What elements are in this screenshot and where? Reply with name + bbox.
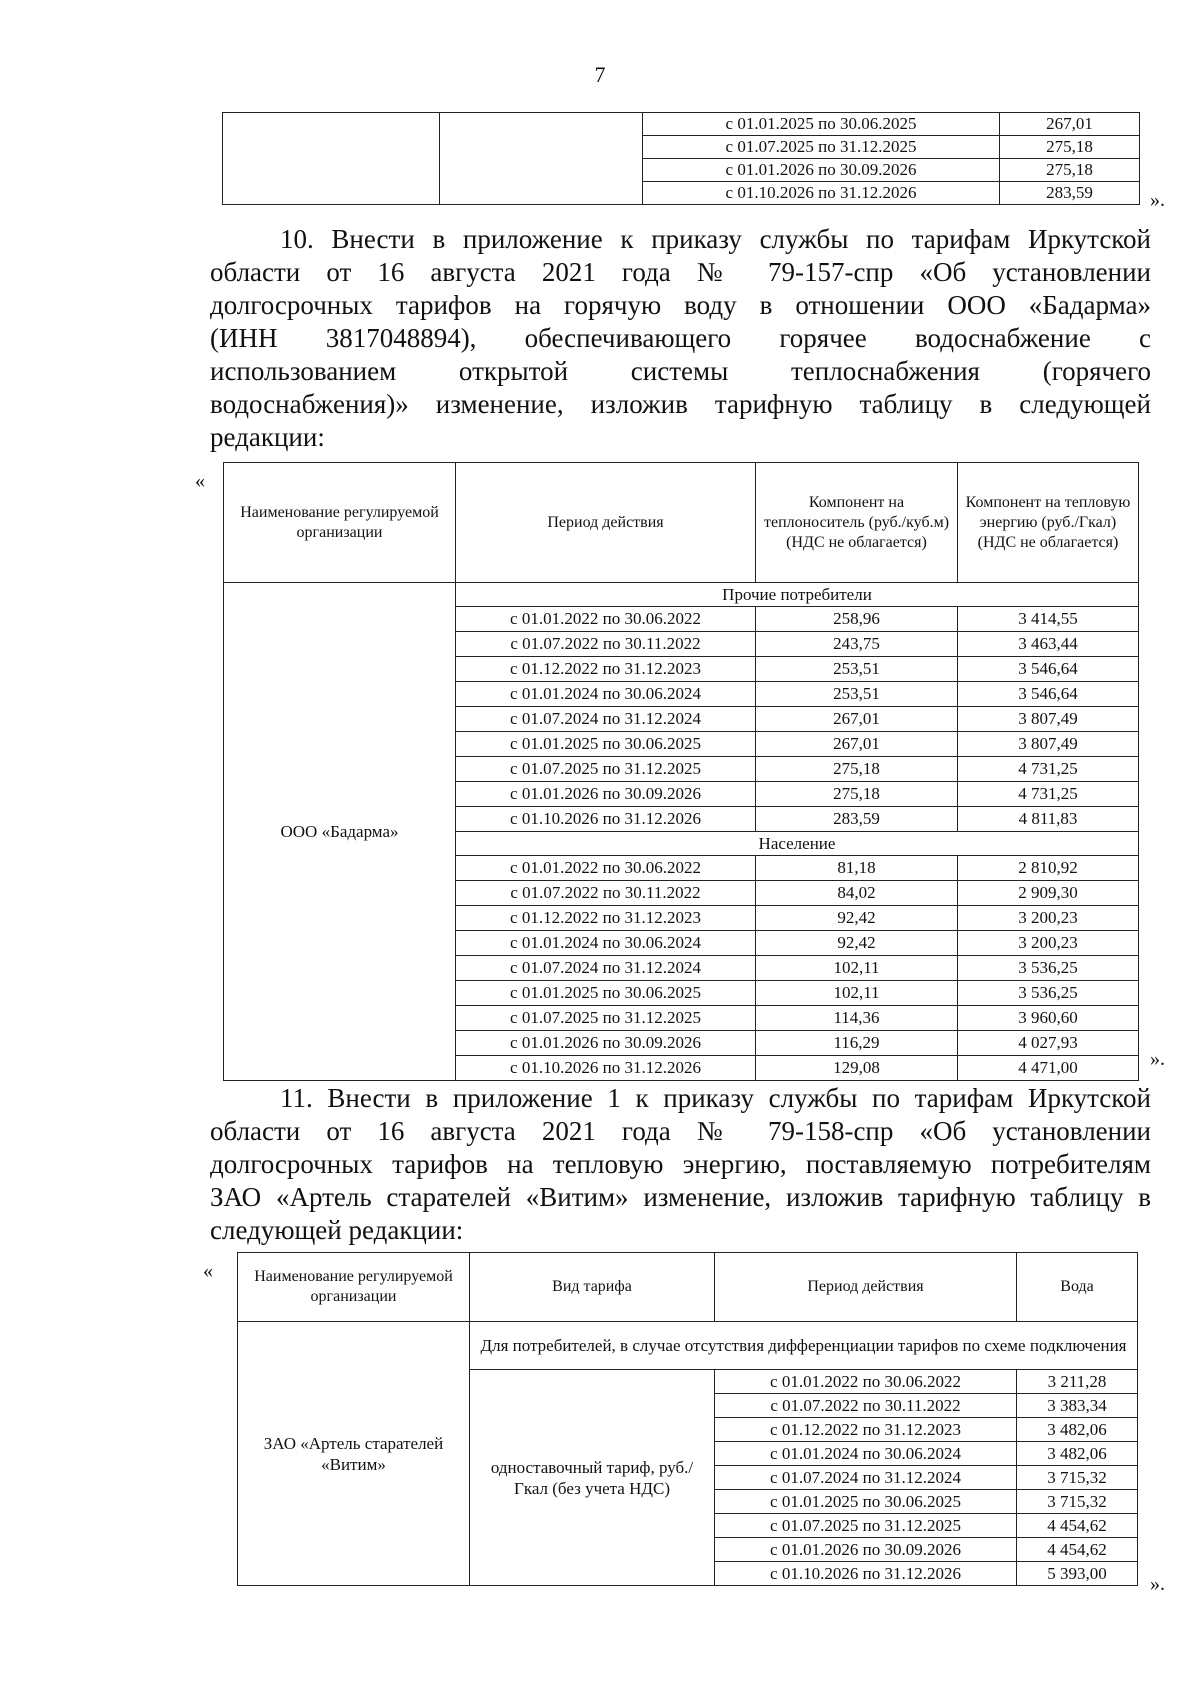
energy-cell: 3 200,23	[958, 931, 1139, 956]
carrier-cell: 129,08	[756, 1056, 958, 1081]
table-header-row	[238, 1253, 1138, 1322]
paragraph-10	[210, 223, 1151, 454]
period-cell: с 01.01.2024 по 30.06.2024	[456, 931, 756, 956]
vitim-tariff-table	[237, 1252, 1138, 1586]
value-cell: 3 715,32	[1017, 1490, 1138, 1514]
paragraph-line: следующей редакции:	[210, 1215, 464, 1245]
value-cell: 5 393,00	[1017, 1562, 1138, 1586]
value-cell: 3 383,34	[1017, 1394, 1138, 1418]
energy-cell: 3 960,60	[958, 1006, 1139, 1031]
energy-cell: 3 536,25	[958, 981, 1139, 1006]
empty-org-cell	[223, 113, 440, 205]
energy-cell: 4 471,00	[958, 1056, 1139, 1081]
energy-cell: 3 536,25	[958, 956, 1139, 981]
paragraph-line: водоснабжения)» изменение, изложив тарифную таблицу в следующей	[210, 389, 1151, 419]
period-cell: с 01.01.2026 по 30.09.2026	[715, 1538, 1017, 1562]
period-cell: с 01.01.2025 по 30.06.2025	[456, 732, 756, 757]
org-name-cell: ООО «Бадарма»	[224, 583, 456, 1081]
carrier-cell: 243,75	[756, 632, 958, 657]
header-period: Период действия	[456, 463, 756, 583]
period-cell: с 01.07.2024 по 31.12.2024	[715, 1466, 1017, 1490]
top-tariff-table	[222, 112, 1140, 205]
value-cell: 283,59	[1000, 182, 1140, 205]
period-cell: с 01.12.2022 по 31.12.2023	[456, 906, 756, 931]
period-cell: с 01.07.2024 по 31.12.2024	[456, 956, 756, 981]
value-cell: 267,01	[1000, 113, 1140, 136]
carrier-cell: 81,18	[756, 856, 958, 881]
group-row	[224, 583, 1139, 607]
carrier-cell: 114,36	[756, 1006, 958, 1031]
table-header-row	[224, 463, 1139, 583]
section-label: Для потребителей, в случае отсутствия дифференциации тарифов по схеме подключения	[470, 1322, 1138, 1370]
paragraph-line: (ИНН 3817048894), обеспечивающего горячее водоснабжение с	[210, 323, 1151, 353]
carrier-cell: 267,01	[756, 732, 958, 757]
energy-cell: 3 463,44	[958, 632, 1139, 657]
period-cell: с 01.01.2026 по 30.09.2026	[456, 1031, 756, 1056]
period-cell: с 01.07.2022 по 30.11.2022	[456, 881, 756, 906]
paragraph-line: области от 16 августа 2021 года № 79-158-спр «Об установлении	[210, 1116, 1151, 1146]
group-label: Прочие потребители	[456, 583, 1139, 607]
period-cell: с 01.01.2024 по 30.06.2024	[456, 682, 756, 707]
carrier-cell: 102,11	[756, 981, 958, 1006]
closing-quote: ».	[1150, 1573, 1165, 1595]
value-cell: 275,18	[1000, 136, 1140, 159]
energy-cell: 4 731,25	[958, 782, 1139, 807]
value-cell: 4 454,62	[1017, 1514, 1138, 1538]
paragraph-line: 10. Внести в приложение к приказу службы по тарифам Иркутской	[280, 224, 1151, 254]
carrier-cell: 275,18	[756, 757, 958, 782]
header-type: Вид тарифа	[470, 1253, 715, 1322]
carrier-cell: 253,51	[756, 682, 958, 707]
table-row	[223, 113, 1140, 136]
period-cell: с 01.01.2022 по 30.06.2022	[456, 607, 756, 632]
header-water: Вода	[1017, 1253, 1138, 1322]
carrier-cell: 92,42	[756, 931, 958, 956]
badarma-tariff-table	[223, 462, 1139, 1081]
carrier-cell: 116,29	[756, 1031, 958, 1056]
paragraph-line: редакции:	[210, 422, 325, 452]
period-cell: с 01.12.2022 по 31.12.2023	[715, 1418, 1017, 1442]
paragraph-line: долгосрочных тарифов на горячую воду в отношении ООО «Бадарма»	[210, 290, 1151, 320]
period-cell: с 01.01.2022 по 30.06.2022	[715, 1370, 1017, 1394]
carrier-cell: 258,96	[756, 607, 958, 632]
paragraph-line: использованием открытой системы теплоснабжения (горячего	[210, 356, 1151, 386]
energy-cell: 3 200,23	[958, 906, 1139, 931]
header-org: Наименование регулируемой организации	[224, 463, 456, 583]
period-cell: с 01.01.2025 по 30.06.2025	[643, 113, 1000, 136]
energy-cell: 2 810,92	[958, 856, 1139, 881]
period-cell: с 01.07.2024 по 31.12.2024	[456, 707, 756, 732]
period-cell: с 01.07.2022 по 30.11.2022	[456, 632, 756, 657]
period-cell: с 01.01.2022 по 30.06.2022	[456, 856, 756, 881]
opening-quote: «	[203, 1260, 213, 1282]
energy-cell: 3 414,55	[958, 607, 1139, 632]
period-cell: с 01.01.2026 по 30.09.2026	[456, 782, 756, 807]
energy-cell: 3 807,49	[958, 732, 1139, 757]
closing-quote: ».	[1150, 189, 1165, 211]
value-cell: 3 482,06	[1017, 1418, 1138, 1442]
carrier-cell: 84,02	[756, 881, 958, 906]
paragraph-line: 11. Внести в приложение 1 к приказу службы по тарифам Иркутской	[280, 1083, 1151, 1113]
paragraph-line: области от 16 августа 2021 года № 79-157-спр «Об установлении	[210, 257, 1151, 287]
period-cell: с 01.07.2025 по 31.12.2025	[456, 757, 756, 782]
period-cell: с 01.10.2026 по 31.12.2026	[456, 1056, 756, 1081]
value-cell: 3 715,32	[1017, 1466, 1138, 1490]
carrier-cell: 275,18	[756, 782, 958, 807]
energy-cell: 3 546,64	[958, 657, 1139, 682]
paragraph-11	[210, 1082, 1151, 1247]
period-cell: с 01.01.2025 по 30.06.2025	[715, 1490, 1017, 1514]
carrier-cell: 283,59	[756, 807, 958, 832]
period-cell: с 01.07.2025 по 31.12.2025	[715, 1514, 1017, 1538]
carrier-cell: 92,42	[756, 906, 958, 931]
period-cell: с 01.01.2024 по 30.06.2024	[715, 1442, 1017, 1466]
period-cell: с 01.10.2026 по 31.12.2026	[456, 807, 756, 832]
page-number: 7	[594, 62, 606, 87]
tariff-type-cell: одноставочный тариф, руб./Гкал (без учета НДС)	[470, 1370, 715, 1586]
carrier-cell: 253,51	[756, 657, 958, 682]
period-cell: с 01.10.2026 по 31.12.2026	[715, 1562, 1017, 1586]
period-cell: с 01.01.2026 по 30.09.2026	[643, 159, 1000, 182]
value-cell: 3 211,28	[1017, 1370, 1138, 1394]
period-cell: с 01.01.2025 по 30.06.2025	[456, 981, 756, 1006]
paragraph-line: ЗАО «Артель старателей «Витим» изменение, изложив тарифную таблицу в	[210, 1182, 1151, 1212]
period-cell: с 01.07.2022 по 30.11.2022	[715, 1394, 1017, 1418]
carrier-cell: 267,01	[756, 707, 958, 732]
energy-cell: 3 546,64	[958, 682, 1139, 707]
period-cell: с 01.07.2025 по 31.12.2025	[456, 1006, 756, 1031]
period-cell: с 01.12.2022 по 31.12.2023	[456, 657, 756, 682]
energy-cell: 4 731,25	[958, 757, 1139, 782]
energy-cell: 2 909,30	[958, 881, 1139, 906]
header-org: Наименование регулируемой организации	[238, 1253, 470, 1322]
energy-cell: 4 027,93	[958, 1031, 1139, 1056]
opening-quote: «	[195, 470, 205, 492]
closing-quote: ».	[1150, 1048, 1165, 1070]
header-carrier: Компонент на теплоноситель (руб./куб.м) (НДС не облагается)	[756, 463, 958, 583]
header-period: Период действия	[715, 1253, 1017, 1322]
energy-cell: 4 811,83	[958, 807, 1139, 832]
empty-type-cell	[440, 113, 643, 205]
energy-cell: 3 807,49	[958, 707, 1139, 732]
paragraph-line: долгосрочных тарифов на тепловую энергию, поставляемую потребителям	[210, 1149, 1151, 1179]
value-cell: 3 482,06	[1017, 1442, 1138, 1466]
section-row	[238, 1322, 1138, 1370]
org-name-cell: ЗАО «Артель старателей «Витим»	[238, 1322, 470, 1586]
period-cell: с 01.10.2026 по 31.12.2026	[643, 182, 1000, 205]
value-cell: 275,18	[1000, 159, 1140, 182]
carrier-cell: 102,11	[756, 956, 958, 981]
header-energy: Компонент на тепловую энергию (руб./Гкал) (НДС не облагается)	[958, 463, 1139, 583]
group-label: Население	[456, 832, 1139, 856]
value-cell: 4 454,62	[1017, 1538, 1138, 1562]
period-cell: с 01.07.2025 по 31.12.2025	[643, 136, 1000, 159]
